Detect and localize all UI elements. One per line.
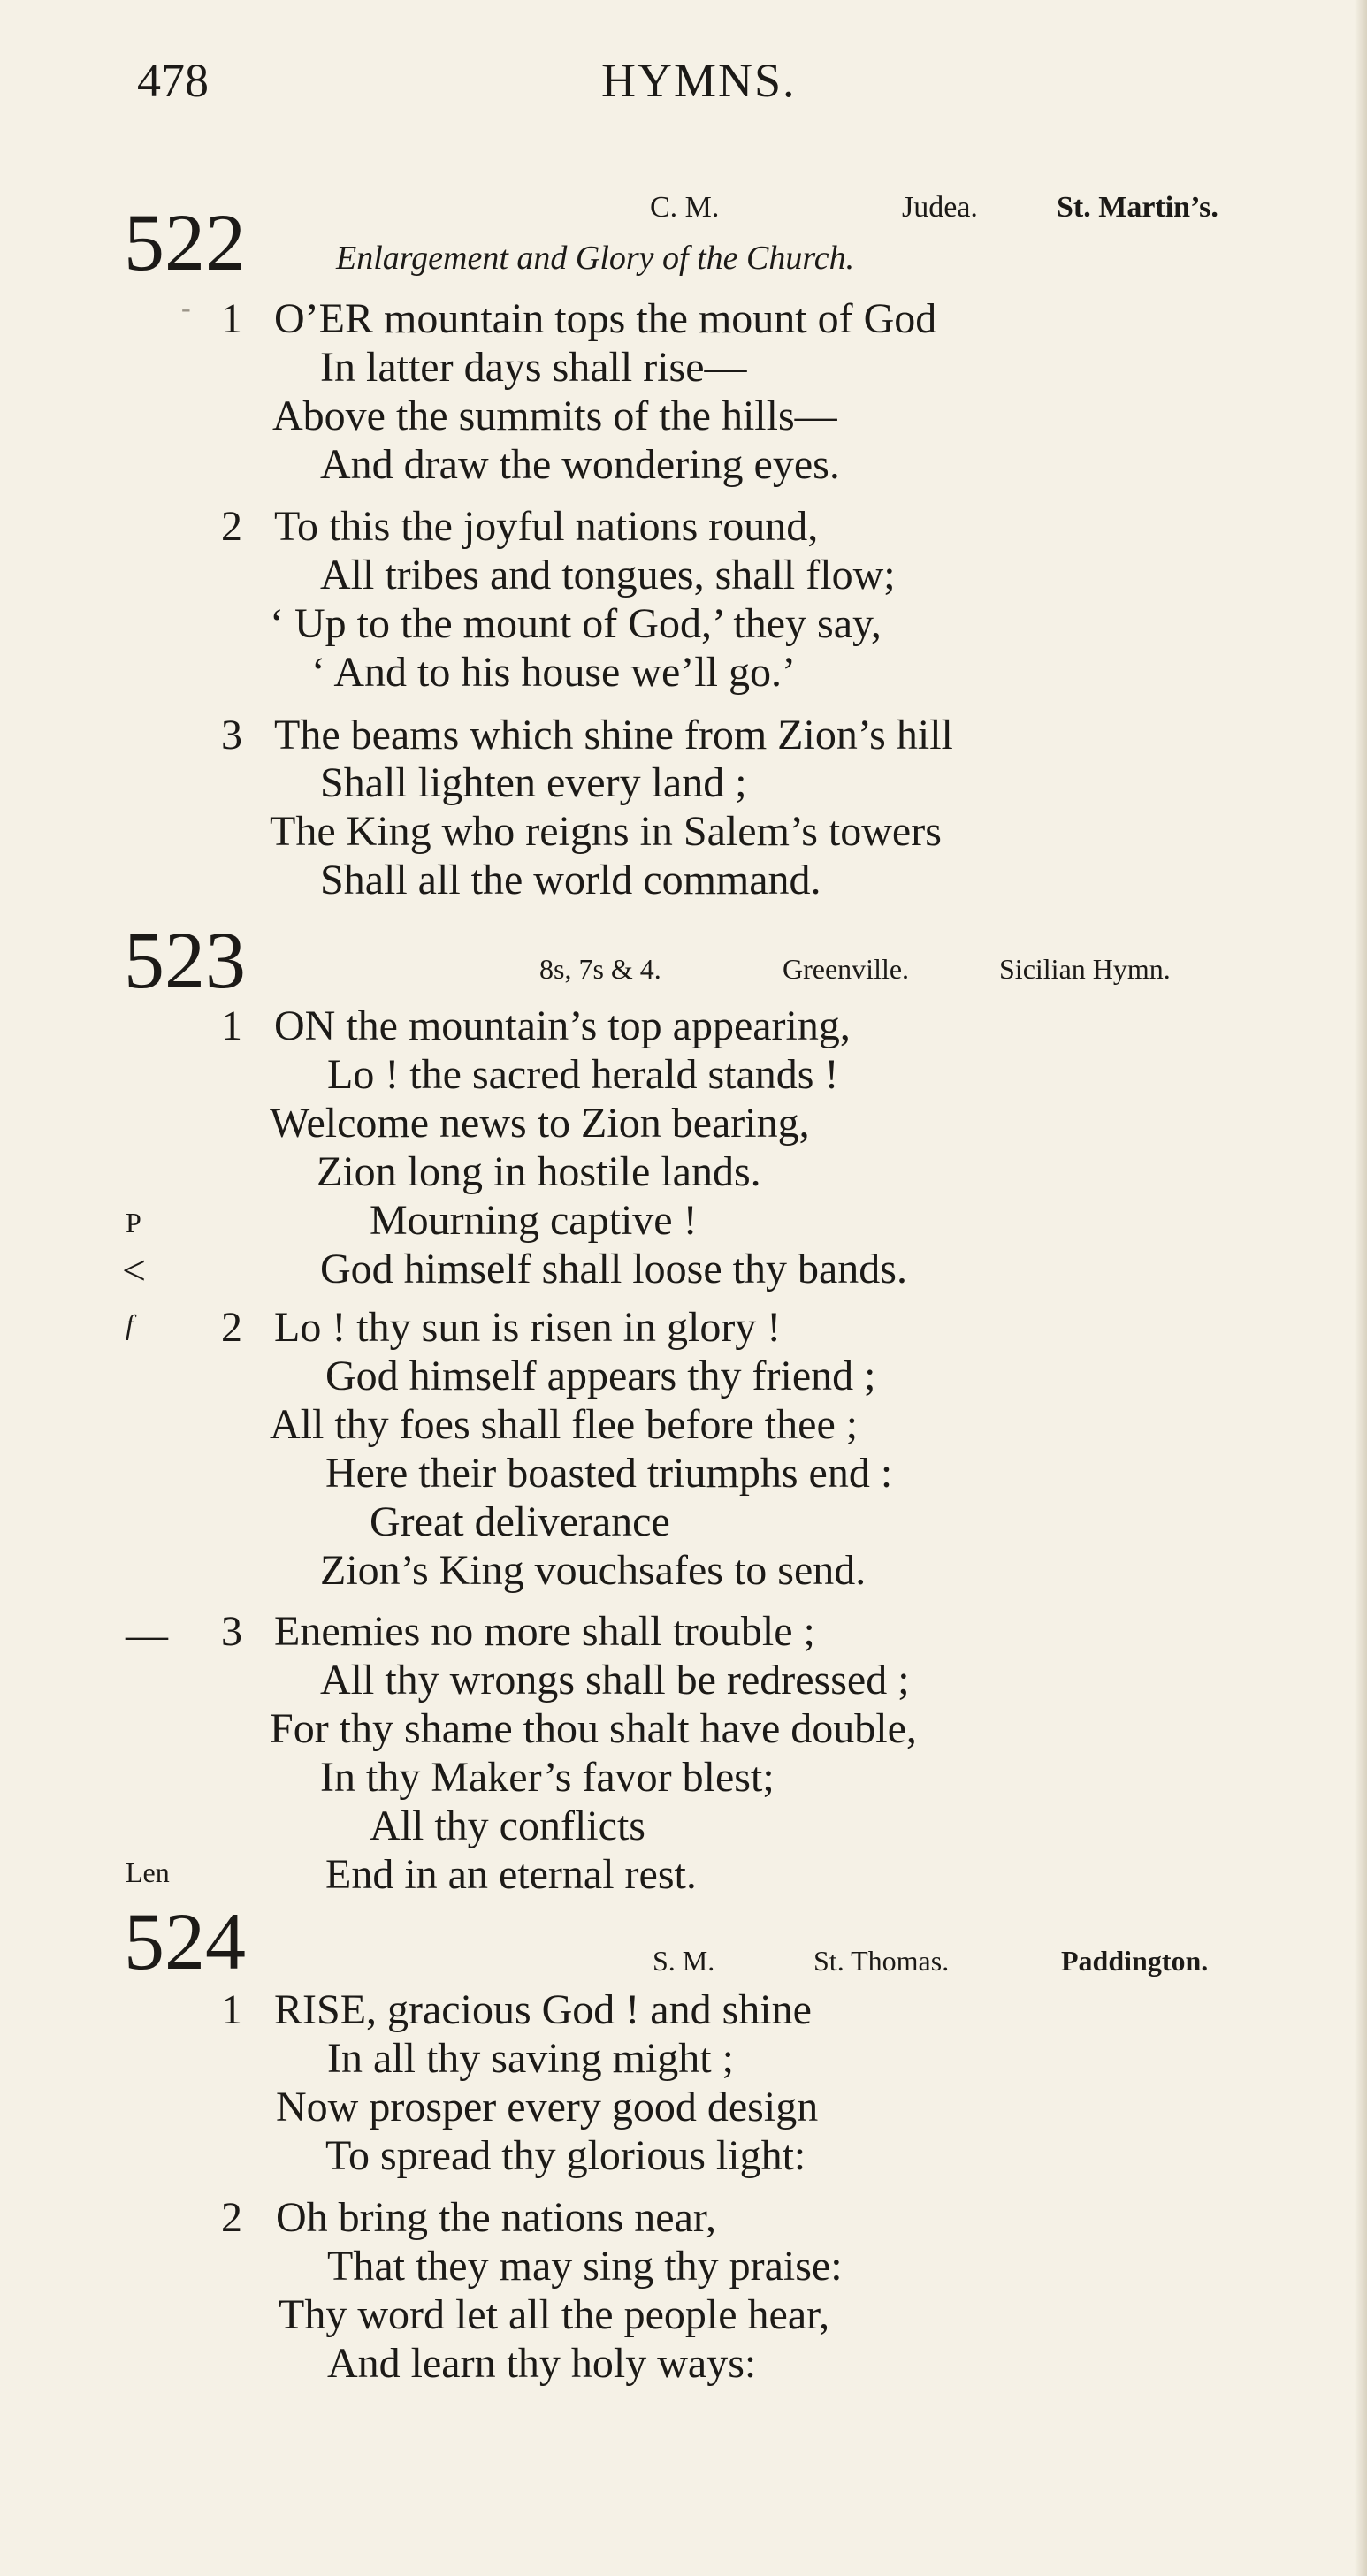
verse-line: Mourning captive ! — [370, 1197, 698, 1244]
verse-line: The King who reigns in Salem’s towers — [270, 808, 942, 855]
verse-line: Lo ! thy sun is risen in glory ! — [274, 1304, 782, 1351]
tune-name: Paddington. — [1061, 1945, 1209, 1977]
verse-line: In latter days shall rise— — [320, 344, 747, 391]
verse-line: All tribes and tongues, shall flow; — [320, 552, 896, 598]
hymn-number: 524 — [124, 1896, 246, 1986]
verse-number: 2 — [221, 1304, 242, 1351]
verse-line: Zion’s King vouchsafes to send. — [320, 1547, 867, 1594]
tune-name: Judea. — [902, 191, 978, 224]
verse-number: 1 — [221, 295, 242, 342]
verse-line: Lo ! the sacred herald stands ! — [327, 1051, 839, 1098]
verse-line: The beams which shine from Zion’s hill — [274, 712, 953, 758]
verse-line: Thy word let all the people hear, — [279, 2291, 830, 2338]
hymn-title: Enlargement and Glory of the Church. — [336, 240, 855, 277]
tune-name: St. Thomas. — [813, 1945, 950, 1977]
verse-number: 2 — [221, 2194, 242, 2241]
hymn-number: 523 — [124, 915, 246, 1005]
tune-name: St. Martin’s. — [1057, 191, 1218, 224]
verse-line: All thy conflicts — [370, 1802, 645, 1849]
verse-line: Shall all the world command. — [320, 857, 821, 903]
hymn-meter: S. M. — [653, 1945, 715, 1977]
page-title: HYMNS. — [601, 54, 797, 107]
verse-line: Shall lighten every land ; — [320, 759, 747, 806]
hymn-number: 522 — [124, 197, 246, 287]
verse-line: Now prosper every good design — [276, 2084, 819, 2130]
verse-line: ‘ Up to the mount of God,’ they say, — [270, 600, 882, 647]
verse-line: Great deliverance — [370, 1498, 670, 1545]
verse-line: To spread thy glorious light: — [325, 2132, 806, 2179]
hymn-meter: C. M. — [650, 191, 720, 224]
verse-line: Welcome news to Zion bearing, — [270, 1100, 810, 1147]
verse-line: That they may sing thy praise: — [327, 2243, 843, 2290]
verse-line: In all thy saving might ; — [327, 2035, 734, 2082]
verse-line: ‘ And to his house we’ll go.’ — [311, 649, 796, 696]
tune-name: Sicilian Hymn. — [999, 953, 1171, 985]
verse-line: In thy Maker’s favor blest; — [320, 1754, 775, 1801]
verse-line: Oh bring the nations near, — [276, 2194, 716, 2241]
verse-line: For thy shame thou shalt have double, — [270, 1705, 917, 1752]
verse-line: Enemies no more shall trouble ; — [274, 1608, 815, 1655]
dynamic-mark-piano: P — [126, 1207, 141, 1238]
verse-number: 1 — [221, 1986, 242, 2033]
verse-line: God himself appears thy friend ; — [325, 1353, 876, 1399]
verse-line: God himself shall loose thy bands. — [320, 1246, 907, 1292]
dynamic-mark-crescendo: < — [122, 1247, 147, 1294]
verse-line: Here their boasted triumphs end : — [325, 1450, 893, 1497]
dynamic-mark-forte: f — [126, 1308, 134, 1340]
verse-number: 3 — [221, 712, 242, 758]
verse-line: All thy foes shall flee before thee ; — [270, 1401, 859, 1448]
margin-mark: - — [181, 292, 191, 324]
verse-number: 2 — [221, 503, 242, 550]
verse-number: 3 — [221, 1608, 242, 1655]
verse-line: RISE, gracious God ! and shine — [274, 1986, 812, 2033]
tune-name: Greenville. — [783, 953, 910, 985]
verse-line: Zion long in hostile lands. — [317, 1148, 761, 1195]
verse-number: 1 — [221, 1002, 242, 1049]
dynamic-mark-dash: — — [126, 1612, 168, 1658]
page-number: 478 — [137, 54, 209, 107]
verse-line: To this the joyful nations round, — [274, 503, 819, 550]
verse-line: ON the mountain’s top appearing, — [274, 1002, 851, 1049]
verse-line: And learn thy holy ways: — [327, 2340, 757, 2387]
verse-line: Above the summits of the hills— — [272, 392, 837, 439]
hymn-meter: 8s, 7s & 4. — [539, 953, 661, 985]
dynamic-mark-lento: Len — [126, 1856, 170, 1888]
verse-line: End in an eternal rest. — [325, 1851, 697, 1898]
verse-line: All thy wrongs shall be redressed ; — [320, 1657, 910, 1703]
verse-line: O’ER mountain tops the mount of God — [274, 295, 937, 342]
page-edge-shadow — [1355, 0, 1367, 2576]
verse-line: And draw the wondering eyes. — [320, 441, 840, 488]
